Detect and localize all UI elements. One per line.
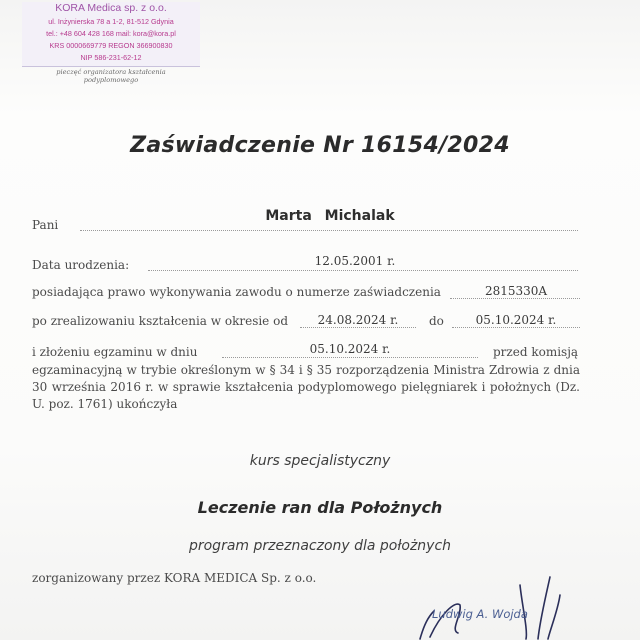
name-dotted-line xyxy=(80,230,578,231)
pani-label: Pani xyxy=(32,218,59,232)
stamp-nip: NIP 586-231-62-12 xyxy=(80,53,142,62)
exam-label: i złożeniu egzaminu w dniu xyxy=(32,345,198,359)
stamp-registry: KRS 0000669779 REGON 366900830 xyxy=(49,41,173,50)
stamp-caption-line1: pieczęć organizatora kształcenia xyxy=(56,68,166,76)
birth-date-value: 12.05.2001 r. xyxy=(314,254,396,268)
organizer-stamp xyxy=(22,2,200,67)
period-from: 24.08.2024 r. xyxy=(317,313,399,327)
certificate-title: Zaświadczenie Nr 16154/2024 xyxy=(130,133,510,158)
period-to-dotted-line xyxy=(452,327,580,328)
birth-date-dotted-line xyxy=(148,270,578,271)
signature-name: Ludwig A. Wojda xyxy=(432,607,528,621)
organizer-line: zorganizowany przez KORA MEDICA Sp. z o.o. xyxy=(32,571,317,585)
license-label: posiadająca prawo wykonywania zawodu o numerze zaświadczenia xyxy=(32,285,441,299)
stamp-address: ul. Inżynierska 78 a 1-2, 81-512 Gdynia xyxy=(48,17,174,26)
period-from-dotted-line xyxy=(300,327,416,328)
period-to: 05.10.2024 r. xyxy=(475,313,557,327)
exam-suffix: przed komisją xyxy=(493,345,579,359)
license-dotted-line xyxy=(450,298,580,299)
stamp-contact: tel.: +48 604 428 168 mail: kora@kora.pl xyxy=(46,29,176,38)
stamp-company: KORA Medica sp. z o.o. xyxy=(55,2,167,14)
exam-dotted-line xyxy=(222,357,478,358)
stamp-caption-line2: podyplomowego xyxy=(83,76,139,84)
course-type: kurs specjalistyczny xyxy=(249,453,391,469)
period-label: po zrealizowaniu kształcenia w okresie od xyxy=(32,314,289,328)
birth-date-label: Data urodzenia: xyxy=(32,258,130,272)
full-name: Marta Michalak xyxy=(265,208,395,224)
stamp-caption xyxy=(22,68,200,84)
period-to-label: do xyxy=(429,314,444,328)
program-description: program przeznaczony dla położnych xyxy=(188,538,452,554)
legal-paragraph: egzaminacyjną w trybie określonym w § 34 i § 35 rozporządzenia Ministra Zdrowia z dnia 30 września 2016 r. w sprawie kształcenia podyplomowego pielęgniarek i położnych (Dz. U. poz. 1761) ukończyła xyxy=(32,363,580,411)
license-number: 2815330A xyxy=(484,284,548,298)
course-name: Leczenie ran dla Położnych xyxy=(197,498,443,517)
exam-date: 05.10.2024 r. xyxy=(309,342,391,356)
